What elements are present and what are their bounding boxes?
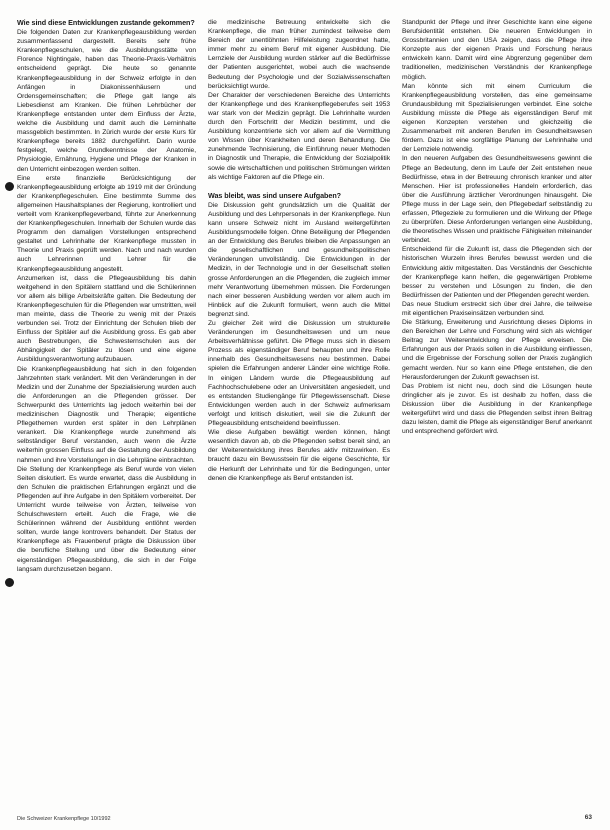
- paragraph: Die Stellung der Krankenpflege als Beruf wurde von vielen Seiten diskutiert. Es wurde erwartet, dass die Ausbildung in den Schulen die praktischen Erfahrungen ergänzt und die Pflegenden auf ihre Aufgabe in den Spitälern vorbereitet. Der Unterricht wurde teilweise von Ärzten, teilweise von Schulschwestern erteilt. Auch die Frage, wie die Schülerinnen während der Ausbildung entlöhnt werden sollten, wurde lange kontrovers behandelt. Der Status der Krankenpflege als Frauenberuf prägte die Diskussion über die berufliche Stellung und über die Bedeutung einer eigenständigen Pflegeausbildung, die sich in der Folge langsam durchzusetzen begann.: [17, 465, 196, 573]
- paragraph: Das neue Studium erstreckt sich über drei Jahre, die teilweise mit eigentlichen Praxiseinsätzen verbunden sind.: [402, 300, 592, 317]
- paragraph: Man könnte sich mit einem Curriculum die Krankenpflegeausbildung vorstellen, das eine gemeinsame Grundausbildung mit Spezialisierungen verbindet. Eine solche Ausbildung müsste die Pflege als eigenständigen Beruf mit eigenen Konzepten verstehen und gleichzeitig die Zusammenarbeit mit anderen Berufen im Gesundheitswesen fördern. Dazu ist eine sorgfältige Planung der Lehrinhalte und der Lernziele notwendig.: [402, 82, 592, 154]
- page-number: 63: [584, 814, 592, 821]
- paragraph: Die Krankenpflegeausbildung hat sich in den folgenden Jahrzehnten stark verändert. Mit den Veränderungen in der Medizin und der Zunahme der Spezialisierung wurden auch die Anforderungen an die Pflegenden grösser. Der Schwerpunkt des Unterrichts lag jedoch weiterhin bei der medizinischen Diagnostik und Therapie; eigentliche Pflegethemen wurden erst später in den Lehrplänen verankert. Die Krankenpflege wurde zunehmend als selbständiger Beruf verstanden, auch wenn die Ärzte weiterhin grossen Einfluss auf die Gestaltung der Ausbildung nahmen und ihre Vorstellungen in die Lehrpläne einbrachten.: [17, 365, 196, 464]
- paragraph: Die Stärkung, Erweiterung und Ausrichtung dieses Diploms in den Bereichen der Lehre und Forschung wird sich als wichtiger Beitrag zur Weiterentwicklung der Pflege erweisen. Die Erfahrungen aus der Praxis sollen in die Ausbildung einfliessen, und die Ergebnisse der Forschung sollen der Praxis zugänglich gemacht werden. Nur so kann eine Pflege entstehen, die den Herausforderungen der Zukunft gewachsen ist.: [402, 319, 592, 381]
- page-footer: [17, 813, 592, 825]
- paragraph: Eine erste finanzielle Berücksichtigung der Krankenpflegeausbildung erfolgte ab 1919 mit der Gründung der Krankenpflegeschulen. Eine bestimmte Summe des allgemeinen Haushaltsplanes der Regierung, kontrolliert und verteilt vom Krankenpflegeverband, führte zur Anerkennung der Krankenpflegeschulen. Innerhalb der Schulen wurde das Programm den damaligen Vorstellungen entsprechend gestaltet und Lehrinhalte der Krankenpflege mussten in Theorie und Praxis geprüft werden. Nach und nach wurden auch Lehrerinnen und Lehrer für die Krankenpflegeausbildung angestellt.: [17, 174, 196, 273]
- section-heading-origins: Wie sind diese Entwicklungen zustande gekommen?: [17, 18, 195, 27]
- paragraph: Standpunkt der Pflege und ihrer Geschichte kann eine eigene Berufsidentität entstehen. Die neueren Entwicklungen in Grossbritannien und den USA zeigen, dass die Pflege ihre Konzepte aus der eigenen Praxis und Forschung heraus entwickeln kann. Damit wird eine Abgrenzung gegenüber dem traditionellen, medizinischen Verständnis der Krankenpflege möglich.: [402, 19, 592, 81]
- paragraph: Zu gleicher Zeit wird die Diskussion um strukturelle Veränderungen im Gesundheitswesen und um neue Arbeitsverhältnisse geführt. Die Pflege muss sich in diesem Prozess als eigenständiger Beruf behaupten und ihre Rolle innerhalb des Gesundheitswesens neu bestimmen. Dabei spielen die Erfahrungen anderer Länder eine wichtige Rolle. In einigen Ländern wurde die Pflegeausbildung auf Fachhochschulebene oder an Universitäten angesiedelt, und es entstanden Studiengänge für Pflegewissenschaft. Diese Entwicklungen werden auch in der Schweiz aufmerksam verfolgt und kritisch diskutiert, weil sie die Zukunft der Pflegeausbildung entscheidend beeinflussen.: [208, 320, 390, 428]
- column-right: [402, 18, 592, 806]
- binder-hole-top: [5, 182, 14, 191]
- paragraph: Die folgenden Daten zur Krankenpflegeausbildung werden zusammenfassend dargestellt. Bereits sehr frühe Krankenpflegeschulen, wie die Ausbildungsstätte von Florence Nightingale, haben das Theorie-Praxis-Verhältnis entscheidend geprägt. Die heute so genannte Krankenpflegeausbildung in der Schweiz erfolgte in den Anfängen in Diakonissenhäusern und Ordensgemeinschaften; die Pflege galt lange als Liebesdienst am Kranken. Die frühen Lehrbücher der Krankenpflege entstanden unter dem Einfluss der Ärzte, welche die Ausbildung und damit auch die Lerninhalte massgeblich bestimmten. In Zürich wurde der erste Kurs für Krankenpflege bereits 1882 durchgeführt. Darin wurde festgelegt, welche Grundkenntnisse der Anatomie, Physiologie, Ernährung, Hygiene und Pflege der Kranken in den Unterricht einbezogen werden sollten.: [17, 29, 196, 173]
- paragraph: Der Charakter der verschiedenen Bereiche des Unterrichts der Krankenpflege und des Krankenpflegeberufes seit 1953 war stark von der Medizin geprägt. Die Lehrinhalte wurden durch den Fortschritt der Medizin bestimmt, und die Ausbildung konzentrierte sich vor allem auf die Vermittlung von Wissen über Krankheiten und deren Behandlung. Die zunehmende Technisierung, die Einführung neuer Methoden in Diagnostik und Therapie, die Entwicklung der Sozialpolitik sowie die wirtschaftlichen und politischen Strömungen wirkten als wichtige Faktoren auf die Pflege ein.: [208, 91, 390, 181]
- paragraph: Die Diskussion geht grundsätzlich um die Qualität der Ausbildung und des Lehrpersonals in der Krankenpflege. Nun kann unsere Schweiz nicht im Ausland weitergeführten Ausbildungsmodelle folgen. Ohne Beteiligung der Pflegenden an der Entwicklung des Berufes bleiben die Anpassungen an die gesellschaftlichen und gesundheitspolitischen Veränderungen unvollständig. Die Entwicklungen in der Medizin, in der Technologie und in der Gesellschaft stellen grosse Anforderungen an die Pflegenden, die zugleich immer mehr Verantwortung übernehmen müssen. Die Forderungen nach einer besseren Ausbildung werden vor allem auch im Hinblick auf die Zukunft formuliert, wenn auch die Mittel begrenzt sind.: [208, 201, 390, 318]
- column-middle: [208, 18, 390, 806]
- paragraph: die medizinische Betreuung entwickelte sich die Krankenpflege, die man früher zumindest teilweise dem Bereich der unentlöhnten Hilfeleistung zugeordnet hatte, immer mehr zu einem Beruf mit eigener Ausbildung. Die Lernziele der Ausbildung wurden stärker auf die Bedürfnisse der Patienten ausgerichtet, wobei auch die wachsende Bedeutung der Psychologie und der Sozialwissenschaften berücksichtigt wurde.: [208, 19, 390, 90]
- paragraph: Wie diese Aufgaben bewältigt werden können, hängt wesentlich davon ab, ob die Pflegenden selbst bereit sind, an der Weiterentwicklung ihres Berufes aktiv mitzuwirken. Es braucht dazu ein Bewusstsein für die eigene Geschichte, für die Herkunft der Lehrinhalte und für die Bedingungen, unter denen die Krankenpflege als Beruf entstanden ist.: [208, 429, 390, 482]
- column-left: [17, 18, 196, 806]
- binder-hole-bottom: [5, 578, 14, 587]
- section-gap: [208, 182, 390, 191]
- paragraph: Anzumerken ist, dass die Pflegeausbildung bis dahin weitgehend in den Spitälern stattfand und die Schülerinnen vor allem als billige Arbeitskräfte galten. Die Bedeutung der Krankenpflegeschulen für die Pflegenden war umstritten, weil man meinte, dass die Theorie zu wenig mit der Praxis verbunden sei. Trotz der Einrichtung der Schulen blieb der Einfluss der Spitäler auf die Ausbildung gross. Es gab aber auch Bestrebungen, die Schwesternschulen aus der Abhängigkeit der Spitäler zu lösen und eine eigene Ausbildungsverantwortung aufzubauen.: [17, 274, 196, 364]
- footer-publication: Die Schweizer Krankenpflege 10/1992: [17, 816, 111, 822]
- paragraph: Das Problem ist nicht neu, doch sind die Lösungen heute dringlicher als je zuvor. Es ist deshalb zu hoffen, dass die Diskussion über die Ausbildung in der Krankenpflege weitergeführt wird und dass die Pflegenden selbst ihren Beitrag dazu leisten, damit die Pflege als eigenständiger Beruf anerkannt und entsprechend gefördert wird.: [402, 382, 592, 436]
- section-heading-tasks: Was bleibt, was sind unsere Aufgaben?: [208, 190, 342, 200]
- paragraph: In den neueren Aufgaben des Gesundheitswesens gewinnt die Pflege an Bedeutung, denn im Laufe der Zeit entstehen neue Bedürfnisse, etwa in der Betreuung chronisch kranker und alter Menschen. Hier ist professionelles Handeln erforderlich, das über die Ausführung ärztlicher Verordnungen hinausgeht. Die Pflege muss in der Lage sein, den Pflegebedarf selbständig zu erfassen, Pflegeziele zu formulieren und die Wirkung der Pflege zu überprüfen. Diese Anforderungen verlangen eine Ausbildung, die theoretisches Wissen und praktische Fähigkeiten miteinander verbindet.: [402, 155, 592, 245]
- paragraph: Entscheidend für die Zukunft ist, dass die Pflegenden sich der historischen Wurzeln ihres Berufes bewusst werden und die Entwicklung aktiv mitgestalten. Das Verständnis der Geschichte der Krankenpflege kann helfen, die gegenwärtigen Probleme besser zu verstehen und Lösungen zu finden, die den Bedürfnissen der Patienten und der Pflegenden gerecht werden.: [402, 246, 592, 299]
